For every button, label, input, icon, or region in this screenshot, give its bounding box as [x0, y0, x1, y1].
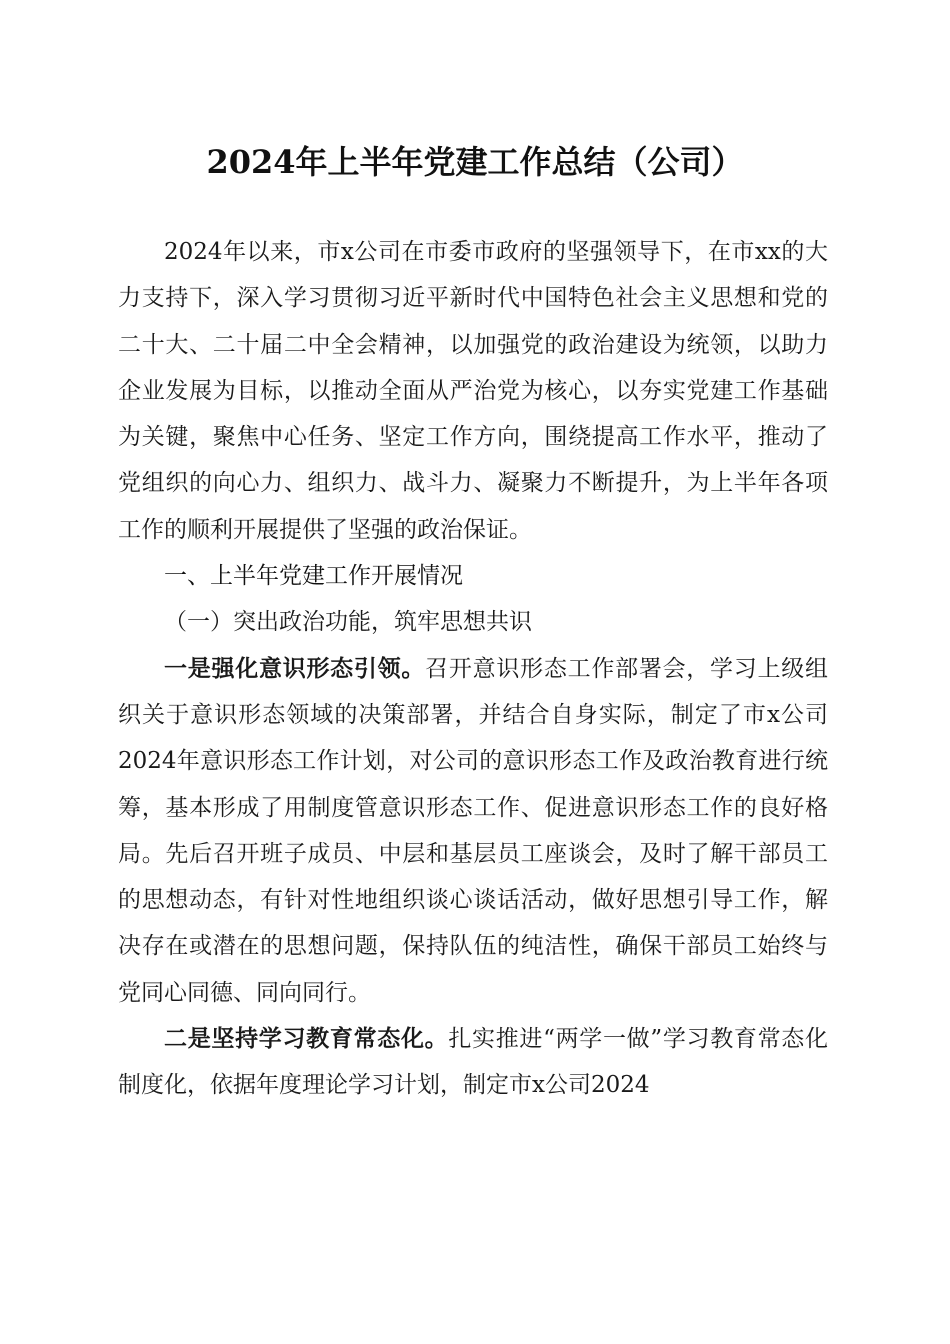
section-heading: 一、上半年党建工作开展情况 — [164, 563, 463, 590]
paragraph-lead: 二是坚持学习教育常态化。 — [164, 1025, 449, 1053]
paragraph-body: 扎实推进“两学一做”学习教育常态化制度化，依据年度理论学习计划，制定市x公司2024 — [118, 1026, 828, 1099]
paragraph-body: 召开意识形态工作部署会，学习上级组织关于意识形态领域的决策部署，并结合自身实际，制定了市x公司2024年意识形态工作计划，对公司的意识形态工作及政治教育进行统筹，基本形成了用制度管意识形态工作、促进意识形态工作的良好格局。先后召开班子成员、中层和基层员工座谈会，及时了解干部员工的思想动态，有针对性地组织谈心谈话活动，做好思想引导工作，解决存在或潜在的思想问题，保持队伍的纯洁性，确保干部员工始终与党同心同德、同向同行。 — [118, 655, 829, 1006]
paragraph-study — [118, 1016, 828, 1109]
document-body — [118, 229, 828, 1109]
subsection-heading: （一）突出政治功能，筑牢思想共识 — [164, 609, 532, 636]
document-title: 2024年上半年党建工作总结（公司） — [206, 143, 744, 181]
intro-paragraph: 2024年以来，市x公司在市委市政府的坚强领导下，在市xx的大力支持下，深入学习贯彻习近平新时代中国特色社会主义思想和党的二十大、二十届二中全会精神，以加强党的政治建设为统领，以助力企业发展为目标，以推动全面从严治党为核心，以夯实党建工作基础为关键，聚焦中心任务、坚定工作方向，围绕提高工作水平，推动了党组织的向心力、组织力、战斗力、凝聚力不断提升，为上半年各项工作的顺利开展提供了坚强的政治保证。 — [118, 239, 828, 543]
paragraph-lead: 一是强化意识形态引领。 — [164, 654, 426, 682]
paragraph-ideology — [118, 646, 828, 1016]
